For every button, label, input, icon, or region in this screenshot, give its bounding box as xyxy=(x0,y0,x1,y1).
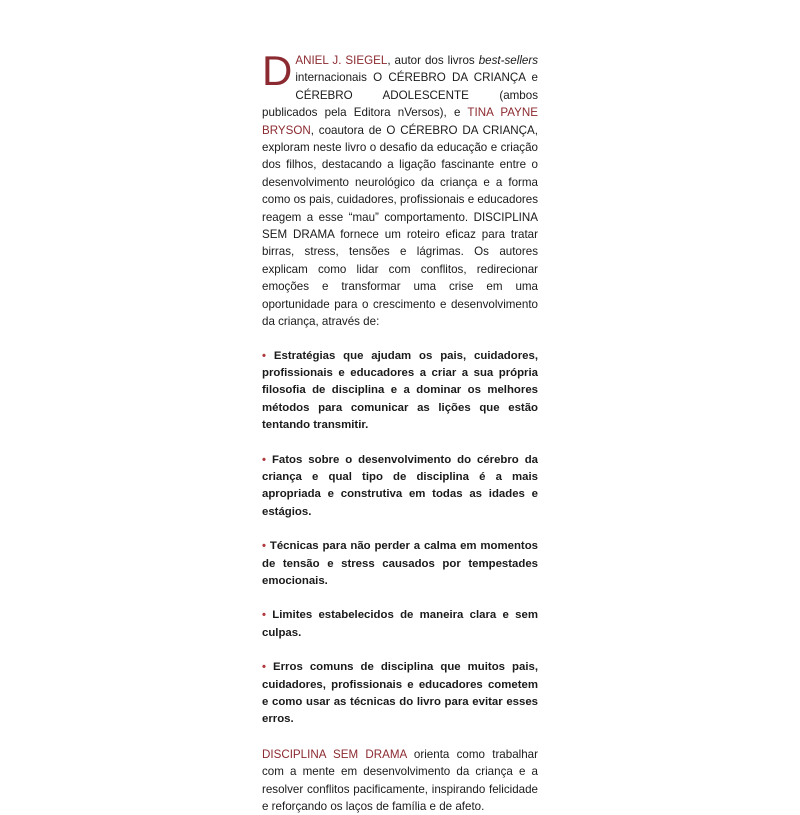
author-name-bryson: TINA PAYNE BRYSON xyxy=(262,106,538,137)
bullet-icon: • xyxy=(262,453,266,466)
book-title: DISCIPLINA SEM DRAMA xyxy=(262,747,407,761)
intro-paragraph xyxy=(262,47,538,331)
author-name-siegel: ANIEL J. SIEGEL xyxy=(295,54,388,67)
bullet-icon: • xyxy=(262,540,266,553)
bullet-text: Fatos sobre o desenvolvimento do cérebro da criança e qual tipo de disciplina é a mais apropriada e construtiva em todas as idades e estágios. xyxy=(262,453,539,518)
bullet-icon: • xyxy=(262,349,266,362)
bullet-item xyxy=(262,659,538,729)
bullet-icon: • xyxy=(262,661,266,674)
closing-paragraph xyxy=(262,746,538,815)
bullet-item xyxy=(262,538,538,590)
bullet-text: Limites estabelecidos de maneira clara e sem culpas. xyxy=(262,609,538,639)
closing-text: orienta como trabalhar com a mente em desenvolvimento da criança e a resolver conflitos pacificamente, inspirando felicidade e reforçando os laços de família e de afeto. xyxy=(262,747,538,814)
intro-text-2: internacionais O CÉREBRO DA CRIANÇA e CÉREBRO ADOLESCENTE (ambos publicados pela Editora nVersos), e xyxy=(262,71,538,120)
best-sellers-text: best-sellers xyxy=(478,54,538,67)
drop-cap: D xyxy=(262,47,293,94)
bullet-item xyxy=(262,452,538,522)
text-column xyxy=(262,47,539,815)
intro-text-3: , coautora de O CÉREBRO DA CRIANÇA, exploram neste livro o desafio da educação e criação dos filhos, destacando a ligação fascinante entre o desenvolvimento neurológico da criança e a forma como os pais, cuidadores, profissionais e educadores reagem a esse “mau” comportamento. DISCIPLINA SEM DRAMA fornece um roteiro eficaz para tratar birras, stress, tensões e lágrimas. Os autores explicam como lidar com conflitos, redirecionar emoções e transformar uma crise em uma oportunidade para o crescimento e desenvolvimento da criança, através de: xyxy=(262,123,538,329)
bullet-text: Erros comuns de disciplina que muitos pais, cuidadores, profissionais e educadores cometem e como usar as técnicas do livro para evitar esses erros. xyxy=(262,661,538,726)
intro-text-1: , autor dos livros xyxy=(387,54,479,67)
bullet-item xyxy=(262,607,538,642)
bullet-item xyxy=(262,348,538,435)
bullet-text: Estratégias que ajudam os pais, cuidadores, profissionais e educadores a criar a sua própria filosofia de disciplina e a dominar os melhores métodos para comunicar as lições que estão tentando transmitir. xyxy=(262,349,538,432)
bullet-text: Técnicas para não perder a calma em momentos de tensão e stress causados por tempestades emocionais. xyxy=(262,540,539,587)
bullet-icon: • xyxy=(262,609,266,622)
